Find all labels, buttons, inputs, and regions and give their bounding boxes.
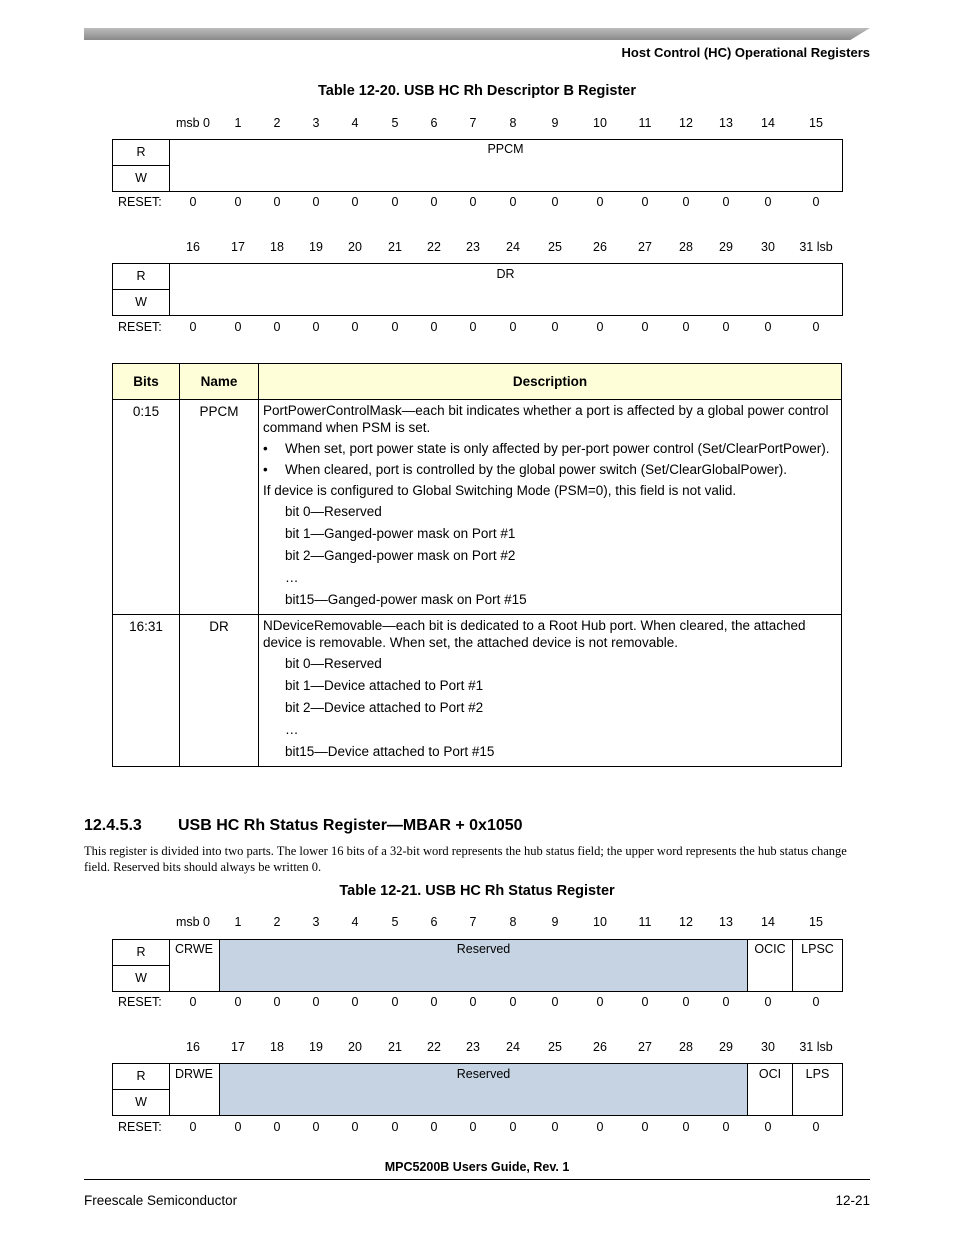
reserved-field [219,940,748,991]
field-crwe: CRWE [175,942,213,956]
reset-value: 0 [391,995,399,1009]
field-drwe: DRWE [175,1067,213,1081]
name-cell: PPCM [180,400,259,615]
bit-number: 4 [351,116,359,130]
footer-page-number: 12-21 [835,1193,870,1208]
bullet-item: • When set, port power state is only affected by per-port power control (Set/ClearPortPower). [263,441,830,456]
header-name: Name [180,364,259,400]
bit-number: 23 [466,1040,480,1054]
reset-value: 0 [391,320,399,334]
reset-value: 0 [812,1120,820,1134]
bit-number: 31 lsb [799,240,833,254]
bit-number: 30 [761,240,775,254]
bit-number: 30 [761,1040,775,1054]
bit-item: bit 0—Reserved [285,656,382,671]
bit-number: msb 0 [175,915,211,929]
rw-labels [113,1064,170,1115]
bit-number: 8 [509,915,517,929]
bit-number: 5 [391,915,399,929]
bit-item: bit 2—Device attached to Port #2 [285,700,484,715]
bits-cell: 0:15 [113,400,180,615]
reserved-label: Reserved [456,1067,511,1081]
reset-value: 0 [641,995,649,1009]
w-label: W [135,971,147,986]
reset-value: 0 [596,995,604,1009]
header-rule [84,28,870,40]
header-description: Description [259,364,842,400]
reset-value: 0 [722,1120,730,1134]
reset-value: 0 [509,995,517,1009]
reset-value: 0 [764,195,772,209]
reset-value: 0 [469,995,477,1009]
bullet-item: • When cleared, port is controlled by the global power switch (Set/ClearGlobalPower). [263,462,787,477]
bit-number: msb 0 [175,116,211,130]
bit-number: 14 [761,116,775,130]
reset-value: 0 [551,1120,559,1134]
w-label: W [135,171,147,186]
reset-value: 0 [189,320,197,334]
bit-number: 16 [186,1040,200,1054]
description-intro: PortPowerControlMask—each bit indicates whether a port is affected by a global power control command when PSM is set. [263,403,829,435]
table-row [113,615,842,767]
reset-label: RESET: [118,195,162,209]
bit-number: 14 [761,915,775,929]
reset-value: 0 [234,195,242,209]
reset-value: 0 [312,1120,320,1134]
bit-number: 28 [679,1040,693,1054]
reset-value: 0 [812,995,820,1009]
bit-number: 20 [348,240,362,254]
section-title: USB HC Rh Status Register—MBAR + 0x1050 [178,817,523,834]
bit-number: 15 [809,915,823,929]
bit-number: 19 [309,1040,323,1054]
description-intro: NDeviceRemovable—each bit is dedicated to a Root Hub port. When cleared, the attached device is removable. When set, the attached device is not removable. [263,618,806,650]
bit-number: 25 [548,1040,562,1054]
reset-value: 0 [812,320,820,334]
footer-rule [84,1179,870,1180]
section-heading [84,817,523,835]
reset-value: 0 [509,1120,517,1134]
table-20-title: Table 12-20. USB HC Rh Descriptor B Register [317,83,636,99]
bit-number: 6 [430,116,438,130]
bit-number: 23 [466,240,480,254]
bit-number: 17 [231,1040,245,1054]
reset-value: 0 [812,195,820,209]
rw-labels [113,264,170,315]
bit-number: 10 [593,915,607,929]
name-cell: DR [180,615,259,767]
reset-value: 0 [351,995,359,1009]
bit-number: 10 [593,116,607,130]
running-head: Host Control (HC) Operational Registers [621,45,870,60]
reset-value: 0 [312,195,320,209]
bit-number: 12 [679,116,693,130]
reset-value: 0 [312,995,320,1009]
bit-number: 27 [638,1040,652,1054]
reset-value: 0 [234,995,242,1009]
reserved-field [219,1064,748,1115]
bit-number: 2 [273,116,281,130]
reset-value: 0 [273,995,281,1009]
bit-number: 22 [427,240,441,254]
reset-value: 0 [273,320,281,334]
reset-value: 0 [641,195,649,209]
bit-number: 9 [551,915,559,929]
reset-value: 0 [722,195,730,209]
bit-number: 20 [348,1040,362,1054]
reset-value: 0 [682,1120,690,1134]
reset-value: 0 [641,320,649,334]
field-ppcm: PPCM [487,142,524,156]
bit-item: bit 1—Device attached to Port #1 [285,678,484,693]
reset-value: 0 [764,1120,772,1134]
field-ocic: OCIC [754,942,786,956]
reset-value: 0 [430,995,438,1009]
reset-value: 0 [596,1120,604,1134]
reset-value: 0 [351,320,359,334]
reset-value: 0 [351,195,359,209]
reset-value: 0 [430,1120,438,1134]
reset-value: 0 [722,995,730,1009]
bit-item: bit15—Device attached to Port #15 [285,744,495,759]
bit-number: 24 [506,240,520,254]
bit-item: … [285,722,299,737]
reset-value: 0 [551,195,559,209]
bit-number: 29 [719,1040,733,1054]
reset-value: 0 [430,195,438,209]
section-number: 12.4.5.3 [84,817,142,834]
reset-value: 0 [551,995,559,1009]
reset-label: RESET: [118,1120,162,1134]
table-21-title: Table 12-21. USB HC Rh Status Register [339,883,615,899]
reset-label: RESET: [118,320,162,334]
footer-company: Freescale Semiconductor [84,1193,238,1208]
reset-value: 0 [189,1120,197,1134]
reserved-label: Reserved [456,942,511,956]
bit-number: 29 [719,240,733,254]
field-dr: DR [496,267,515,281]
reset-label: RESET: [118,995,162,1009]
rw-labels [113,940,170,991]
bit-number: 26 [593,1040,607,1054]
bit-number: 2 [273,915,281,929]
bit-number: 7 [469,116,477,130]
reset-value: 0 [273,195,281,209]
bit-number: 9 [551,116,559,130]
reset-value: 0 [641,1120,649,1134]
bit-item: bit 2—Ganged-power mask on Port #2 [285,548,516,563]
bit-number: 17 [231,240,245,254]
description-cell [259,615,842,767]
r-label: R [113,140,169,166]
field-oci: OCI [758,1067,782,1081]
reset-value: 0 [682,195,690,209]
bit-item: bit15—Ganged-power mask on Port #15 [285,592,527,607]
description-cell [259,400,842,615]
bit-number: 19 [309,240,323,254]
reset-value: 0 [234,320,242,334]
bit-number: 8 [509,116,517,130]
bit-item: bit 0—Reserved [285,504,382,519]
bit-number: 28 [679,240,693,254]
reset-value: 0 [469,1120,477,1134]
footer-doc-title: MPC5200B Users Guide, Rev. 1 [384,1160,570,1174]
reset-value: 0 [509,320,517,334]
bit-number: 16 [186,240,200,254]
rw-labels [113,140,170,191]
reset-value: 0 [391,1120,399,1134]
reset-value: 0 [234,1120,242,1134]
register-row-status-low [112,939,843,992]
bit-item: bit 1—Ganged-power mask on Port #1 [285,526,516,541]
bit-number: 21 [388,1040,402,1054]
reset-value: 0 [722,320,730,334]
bit-number: 31 lsb [799,1040,833,1054]
reset-value: 0 [596,320,604,334]
bullet-text: When cleared, port is controlled by the global power switch (Set/ClearGlobalPower). [285,462,787,477]
bit-number: 11 [638,116,652,130]
bit-number: 1 [234,915,242,929]
field-description-table [112,363,842,767]
bit-number: 18 [270,1040,284,1054]
reset-value: 0 [682,320,690,334]
bit-number: 5 [391,116,399,130]
bit-number: 18 [270,240,284,254]
bit-number: 4 [351,915,359,929]
bit-number: 13 [719,116,733,130]
field-lpsc: LPSC [801,942,834,956]
w-label: W [135,295,147,310]
reset-value: 0 [551,320,559,334]
bit-number: 21 [388,240,402,254]
table-header-row [113,364,842,400]
reset-value: 0 [430,320,438,334]
register-row-dr [112,263,843,316]
bit-number: 1 [234,116,242,130]
bit-number: 15 [809,116,823,130]
r-label: R [113,940,169,966]
reset-value: 0 [596,195,604,209]
reset-value: 0 [764,995,772,1009]
section-body: This register is divided into two parts. The lower 16 bits of a 32-bit word represents the hub status field; the upper word represents the hub status change field. Reserved bits should always be written 0. [84,844,847,874]
bit-number: 27 [638,240,652,254]
reset-value: 0 [469,195,477,209]
bit-number: 25 [548,240,562,254]
field-lps: LPS [805,1067,830,1081]
header-bits: Bits [113,364,180,400]
bit-number: 3 [312,915,320,929]
bit-number: 24 [506,1040,520,1054]
bullet-text: When set, port power state is only affected by per-port power control (Set/ClearPortPower). [285,441,830,456]
r-label: R [113,1064,169,1090]
register-row-status-high [112,1063,843,1116]
bit-number: 7 [469,915,477,929]
bit-item: … [285,570,299,585]
table-row [113,400,842,615]
reset-value: 0 [764,320,772,334]
bit-number: 11 [638,915,652,929]
register-row-ppcm [112,139,843,192]
reset-value: 0 [189,995,197,1009]
bit-number: 22 [427,1040,441,1054]
w-label: W [135,1095,147,1110]
reset-value: 0 [509,195,517,209]
bit-number: 6 [430,915,438,929]
reset-value: 0 [682,995,690,1009]
description-note: If device is configured to Global Switching Mode (PSM=0), this field is not valid. [263,483,737,498]
bit-number: 3 [312,116,320,130]
r-label: R [113,264,169,290]
reset-value: 0 [351,1120,359,1134]
reset-value: 0 [189,195,197,209]
reset-value: 0 [391,195,399,209]
reset-value: 0 [273,1120,281,1134]
reset-value: 0 [469,320,477,334]
bits-cell: 16:31 [113,615,180,767]
bit-number: 12 [679,915,693,929]
reset-value: 0 [312,320,320,334]
bit-number: 13 [719,915,733,929]
bit-number: 26 [593,240,607,254]
